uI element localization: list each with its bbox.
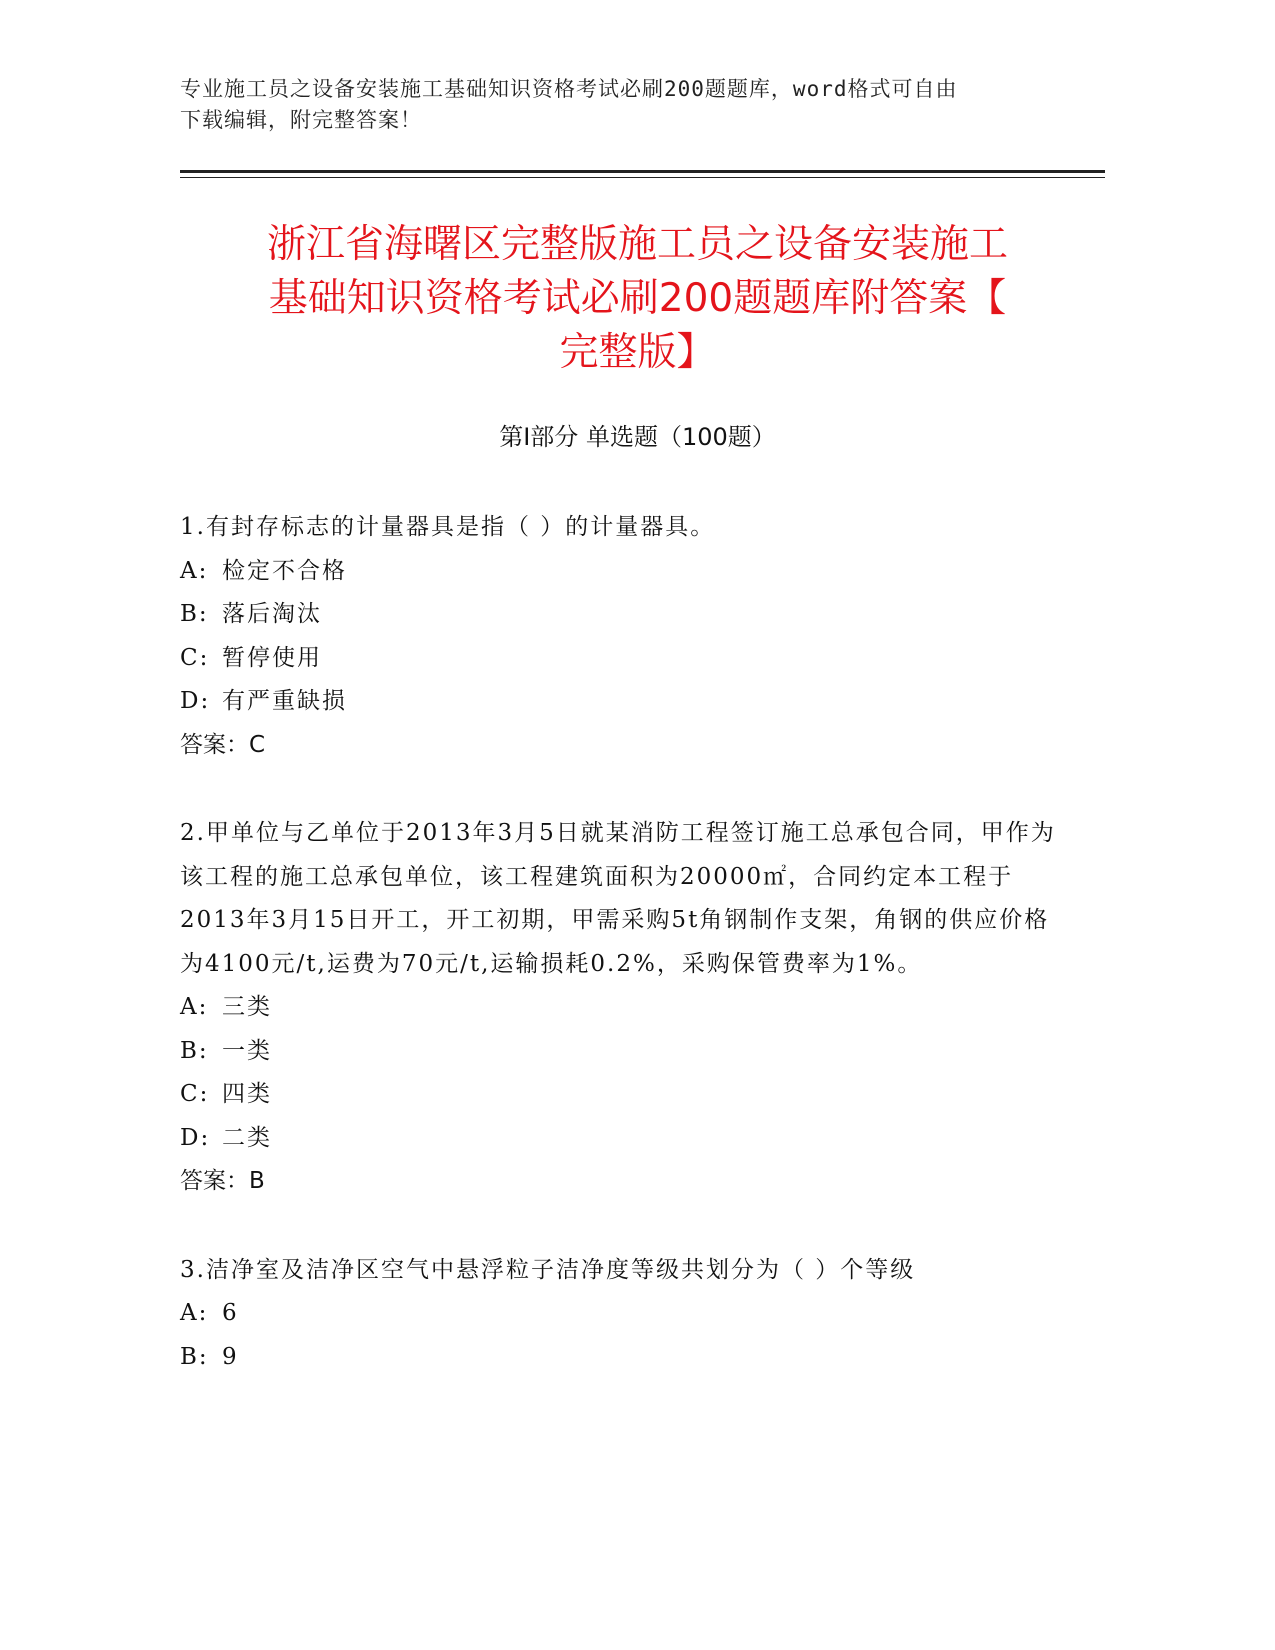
option-key: B: (180, 601, 209, 627)
header-note (180, 74, 1040, 136)
header-note-line-1: 专业施工员之设备安装施工基础知识资格考试必刷200题题库，word格式可自由 (180, 77, 958, 101)
option-text: 四类 (222, 1081, 272, 1107)
option-text: 检定不合格 (222, 557, 347, 584)
answer-line: 答案：B (180, 1168, 265, 1194)
header-divider-thin (180, 177, 1105, 178)
option-d (180, 1117, 1060, 1161)
question-list (180, 506, 1060, 1424)
option-d (180, 680, 1060, 724)
option-c (180, 1073, 1060, 1117)
option-b (180, 593, 1060, 637)
option-text: 9 (222, 1343, 239, 1370)
option-b (180, 1336, 1060, 1380)
option-text: 6 (222, 1300, 239, 1326)
option-text: 有严重缺损 (222, 688, 347, 714)
option-b (180, 1030, 1060, 1074)
option-text: 一类 (222, 1037, 272, 1064)
document-title-line-3: 完整版】 (559, 330, 716, 375)
option-key: D: (180, 1124, 211, 1151)
option-c (180, 637, 1060, 681)
question-3 (180, 1249, 1060, 1380)
option-text: 三类 (222, 994, 272, 1020)
header-note-line-2: 下载编辑，附完整答案！ (180, 108, 422, 132)
option-a (180, 550, 1060, 594)
option-key: B: (180, 1343, 209, 1370)
question-stem: 3.洁净室及洁净区空气中悬浮粒子洁净度等级共划分为（ ）个等级 (180, 1256, 916, 1283)
option-key: A: (180, 557, 209, 584)
option-a (180, 1292, 1060, 1336)
question-stem: 2.甲单位与乙单位于2013年3月5日就某消防工程签订施工总承包合同，甲作为该工程的施工总承包单位，该工程建筑面积为20000㎡，合同约定本工程于2013年3月15日开工，开工初期，甲需采购5t角钢制作支架，角钢的供应价格为4100元/t,运费为70元/t,运输损耗0.2%，采购保管费率为1%。 (180, 820, 1056, 977)
option-key: C: (180, 644, 210, 671)
option-key: C: (180, 1081, 210, 1107)
option-text: 暂停使用 (222, 644, 322, 671)
option-key: A: (180, 994, 209, 1020)
option-key: D: (180, 688, 211, 714)
question-stem: 1.有封存标志的计量器具是指（ ）的计量器具。 (180, 514, 716, 540)
answer-line: 答案：C (180, 731, 266, 758)
option-text: 二类 (222, 1124, 272, 1151)
document-title (150, 218, 1125, 380)
option-text: 落后淘汰 (222, 601, 322, 627)
option-a (180, 986, 1060, 1030)
question-1 (180, 506, 1060, 767)
section-heading: 第Ⅰ部分 单选题（100题） (499, 423, 776, 451)
question-2 (180, 812, 1060, 1204)
header-divider-thick (180, 170, 1105, 173)
document-title-line-1: 浙江省海曙区完整版施工员之设备安装施工 (266, 222, 1008, 267)
option-key: A: (180, 1300, 209, 1326)
document-title-line-2: 基础知识资格考试必刷200题题库附答案【 (268, 276, 1007, 321)
option-key: B: (180, 1037, 209, 1064)
